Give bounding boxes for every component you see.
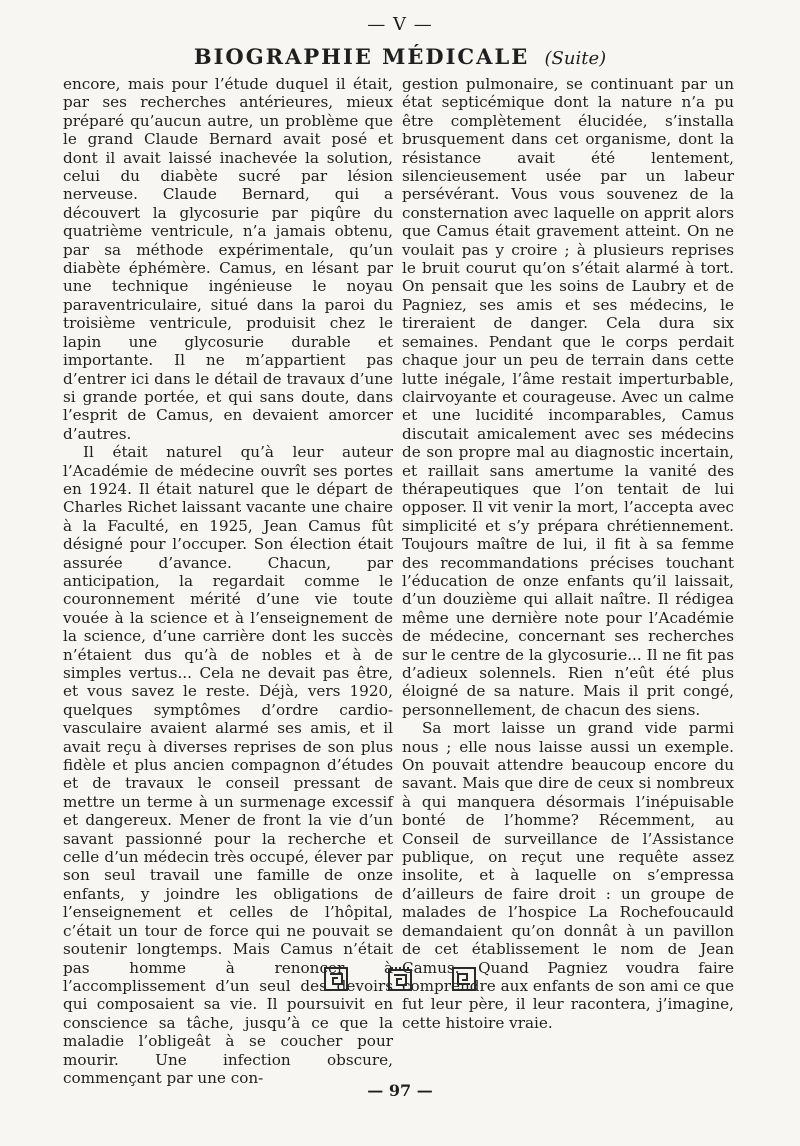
paragraph: gestion pulmonaire, se continuant par un état septicémique dont la nature n’a pu être complètement élucidée, s’installa brusquement dans cet organisme, dont la résistance avait été lentement, silencieusement usée par un labeur persévérant. Vous vous souvenez de la consternation avec laquelle on apprit alors que Camus était gravement atteint. On ne voulait pas y croire ; à plusieurs reprises le bruit courut qu’on s’était alarmé à tort. On pensait que les soins de Laubry et de Pagniez, ses amis et ses médecins, le tireraient de danger. Cela dura six semaines. Pendant que le corps perdait chaque jour un peu de terrain dans cette lutte inégale, l’âme restait imperturbable, clairvoyante et courageuse. Avec un calme et une lucidité incomparables, Camus discutait amicalement avec ses médecins de son propre mal au diagnostic incertain, et raillait sans amertume la vanité des thérapeutiques que l’on tentait de lui opposer. Il vit venir la mort, l’accepta avec simplicité et s’y prépara chrétiennement. Toujours maître de lui, il fit à sa femme des recommandations précises touchant l’éducation de onze enfants qu’il laissait, d’un douzième qui allait naître. Il rédigea même une dernière note pour l’Académie de médecine, concernant ses recherches sur le centre de la glycosurie... Il ne fit pas d’adieux solennels. Rien n’eût été plus éloigné de sa nature. Mais il prit congé, personnellement, de chacun des siens.	[402, 75, 734, 719]
title-text: BIOGRAPHIE MÉDICALE	[193, 44, 530, 69]
ornament-icon	[323, 966, 349, 992]
ornament-icon	[451, 966, 477, 992]
paragraph: encore, mais pour l’étude duquel il était, par ses recherches antérieures, mieux préparé qu’aucun autre, un problème que le grand Claude Bernard avait posé et dont il avait laissé inachevée la solution, celui du diabète sucré par lésion nerveuse. Claude Bernard, qui a découvert la glycosurie par piqûre du quatrième ventricule, n’a jamais obtenu, par sa méthode expérimentale, qu’un diabète éphémère. Camus, en lésant par une technique ingénieuse le noyau paraventriculaire, situé dans la paroi du troisième ventricule, produisit chez le lapin une glycosurie durable et importante. Il ne m’appartient pas d’entrer ici dans le détail de travaux d’une si grande portée, et qui sans doute, dans l’esprit de Camus, en devaient amorcer d’autres.	[63, 75, 393, 443]
left-column	[63, 75, 393, 1087]
ornament-icon	[387, 966, 413, 992]
decorative-ornaments	[0, 966, 800, 992]
page-title	[0, 44, 800, 69]
paragraph: Il était naturel qu’à leur auteur l’Académie de médecine ouvrît ses portes en 1924. Il était naturel que le départ de Charles Richet laissant vacante une chaire à la Faculté, en 1925, Jean Camus fût désigné pour l’occuper. Son élection était assurée d’avance. Chacun, par anticipation, la regardait comme le couronnement mérité d’une vie toute vouée à la science et à l’enseignement de la science, d’une carrière dont les succès n’étaient dus qu’à de nobles et à de simples vertus... Cela ne devait pas être, et vous savez le reste. Déjà, vers 1920, quelques symptômes d’ordre cardio-vasculaire avaient alarmé ses amis, et il avait reçu à diverses reprises de son plus fidèle et plus ancien compagnon d’études et de travaux le conseil pressant de mettre un terme à un surmenage excessif et dangereux. Mener de front la vie d’un savant passionné pour la recherche et celle d’un médecin très occupé, élever par son seul travail une famille de onze enfants, y joindre les obligations de l’enseignement et celles de l’hôpital, c’était un tour de force qui ne pouvait se soutenir longtemps. Mais Camus n’était pas homme à renoncer à l’accomplissement d’un seul des devoirs qui composaient sa vie. Il poursuivit en conscience sa tâche, jusqu’à ce que la maladie l’obligeât à se coucher pour mourir. Une infection obscure, commençant par une con-	[63, 443, 393, 1087]
title-suffix: (Suite)	[544, 48, 607, 69]
paragraph: Sa mort laisse un grand vide parmi nous ; elle nous laisse aussi un exemple. On pouvait attendre beaucoup encore du savant. Mais que dire de ceux si nombreux à qui manquera désormais l’inépuisable bonté de l’homme? Récemment, au Conseil de surveillance de l’Assistance publique, on reçut une requête assez insolite, et à laquelle on s’empressa d’ailleurs de faire droit : un groupe de malades de l’hospice La Rochefoucauld demandaient qu’on donnât à un pavillon de cet établissement le nom de Jean Camus. Quand Pagniez voudra faire comprendre aux enfants de son ami ce que fut leur père, il leur racontera, j’imagine, cette histoire vraie.	[402, 719, 734, 1032]
page-number: — 97 —	[367, 1081, 433, 1100]
right-column	[402, 75, 734, 1032]
roman-page-number: — V —	[367, 14, 433, 35]
